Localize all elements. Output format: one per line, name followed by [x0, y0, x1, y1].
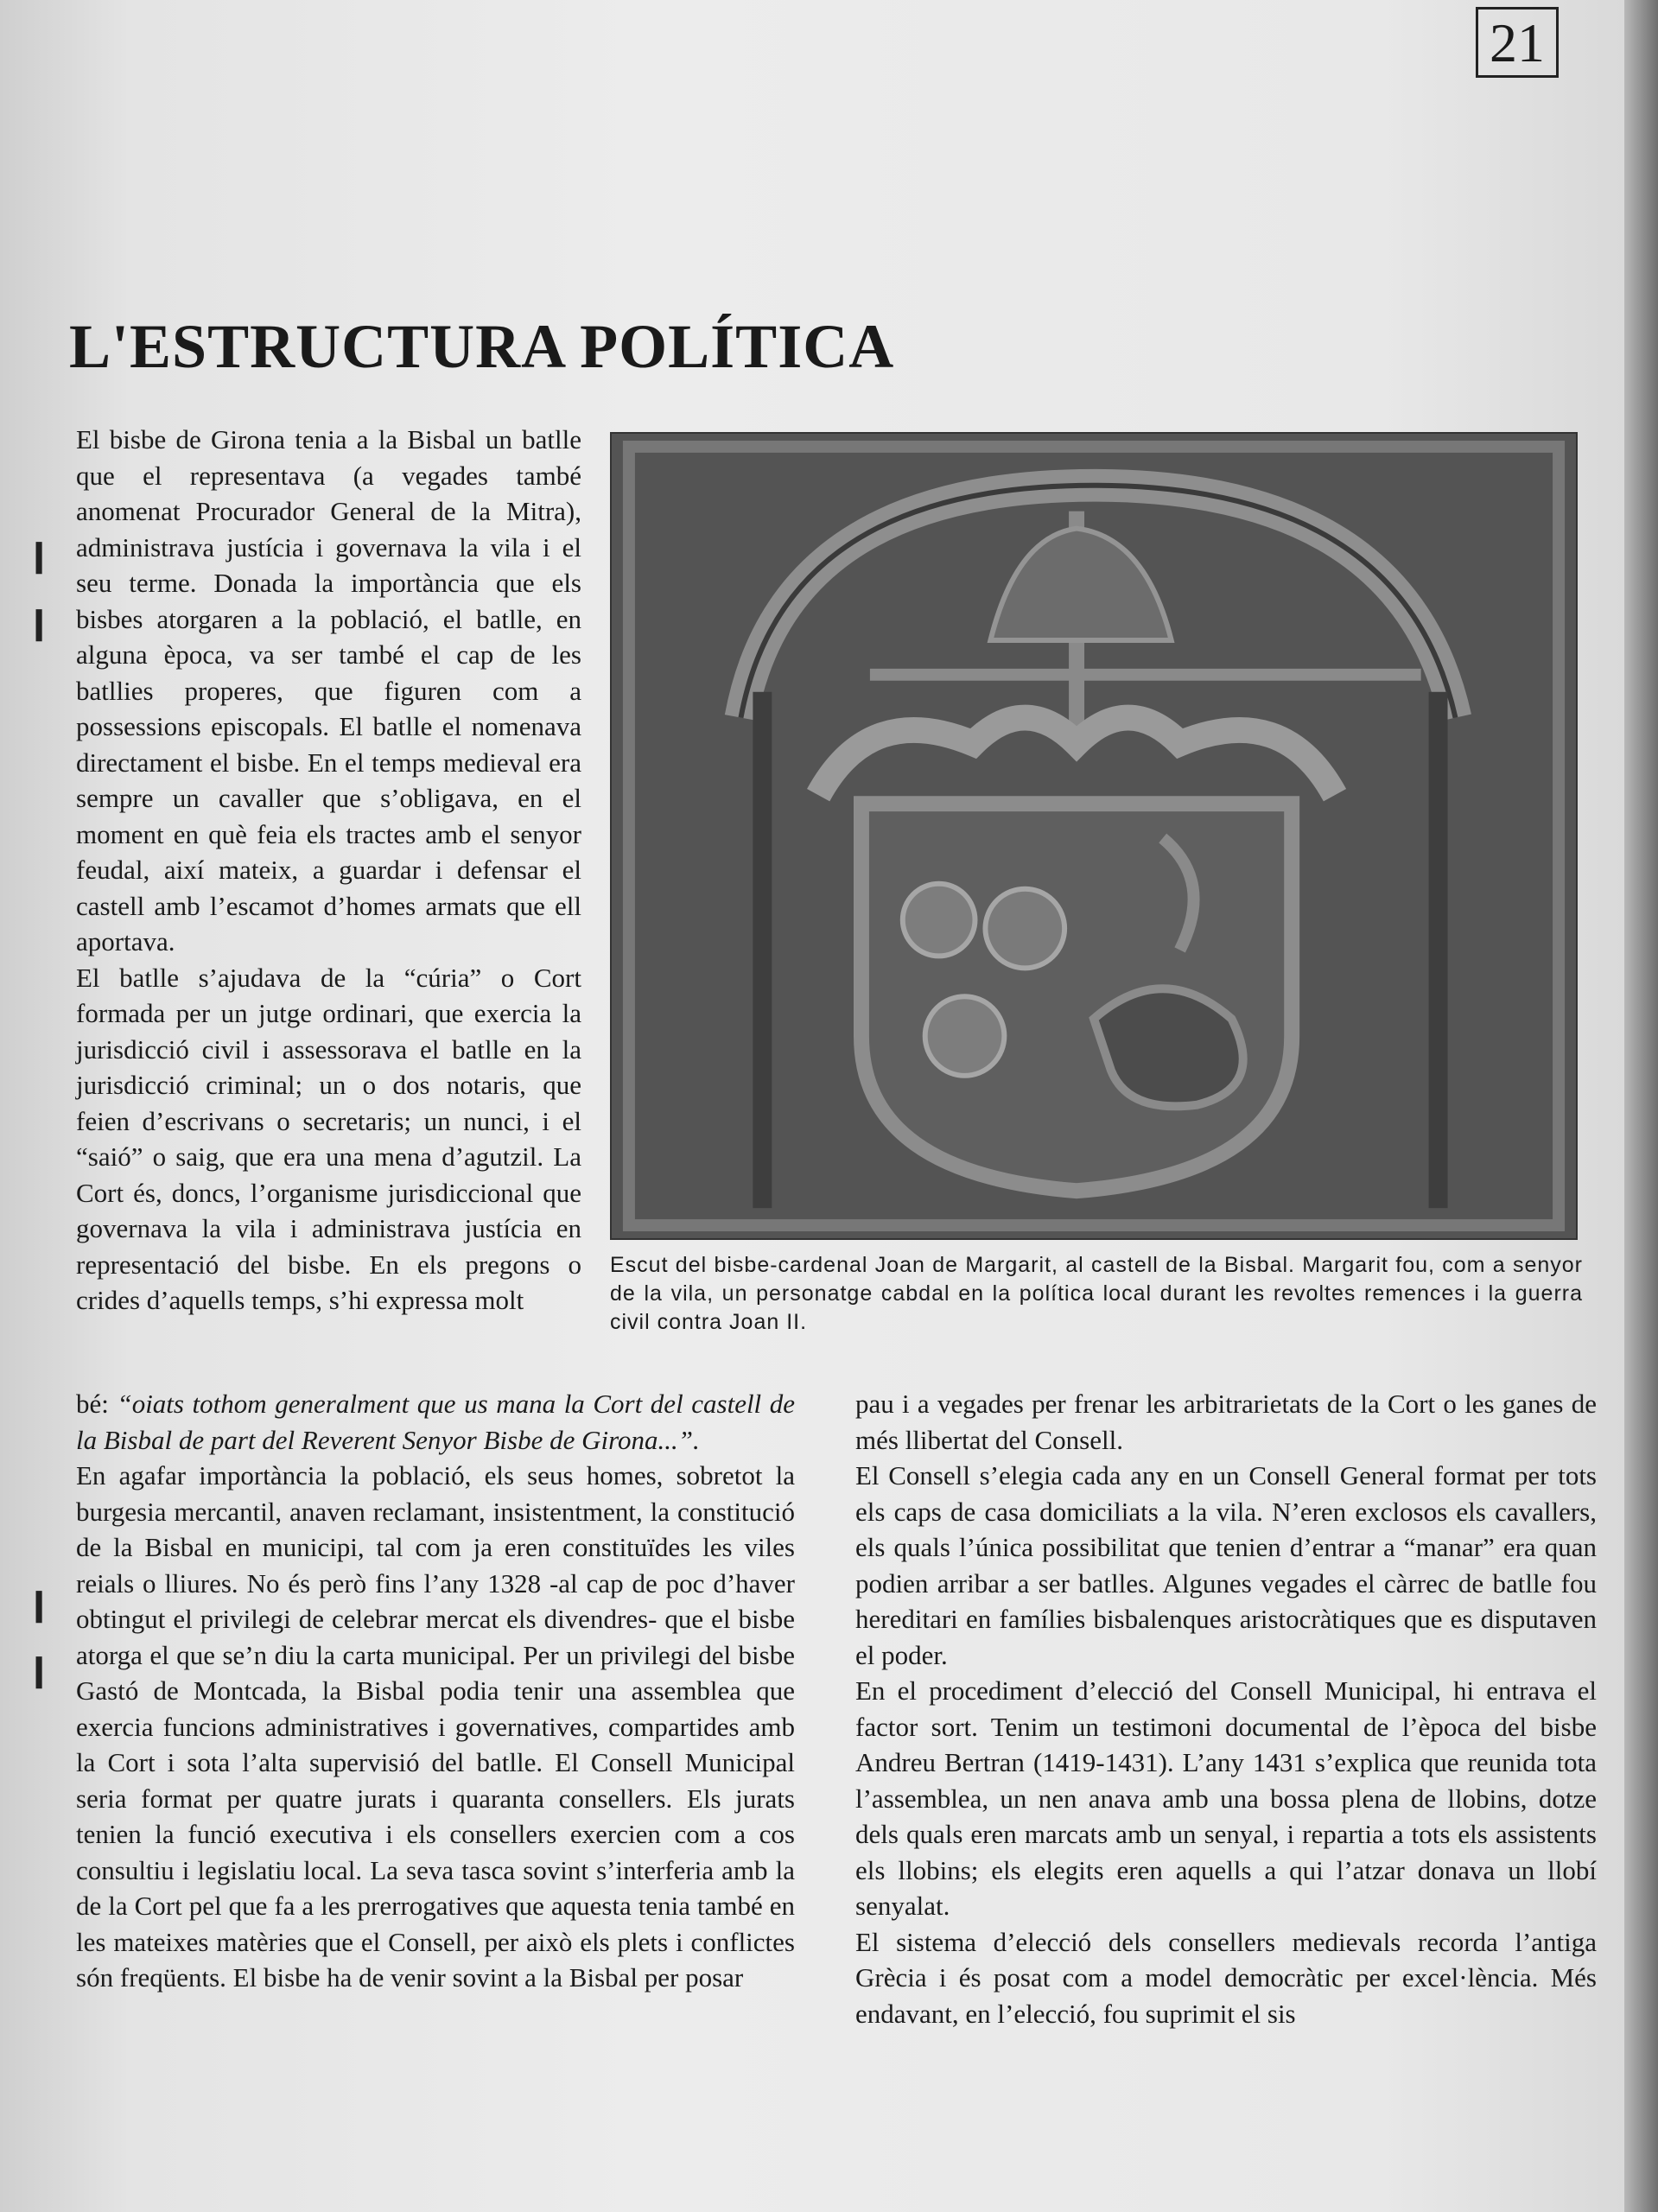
page-title: L'ESTRUCTURA POLÍTICA	[69, 312, 895, 381]
photo-caption: Escut del bisbe-cardenal Joan de Margarit, al castell de la Bisbal. Margarit fou, com a senyor de la vila, un personatge cabdal en la política local durant les revoltes remences i la guerra civil contra Joan II.	[610, 1253, 1583, 1334]
text-column-2	[76, 1386, 795, 1996]
paragraph: En el procediment d’elecció del Consell Municipal, hi entrava el factor sort. Tenim un testimoni documental de l’època del bisbe Andreu Bertran (1419-1431). L’any 1431 s’explica que reunida tota l’assemblea, un nen anava amb una bossa plena de llobins, dotze dels quals eren marcats amb un senyal, i repartia a tots els assistents els llobins; els elegits eren aquells a qui l’atzar donava un llobí senyalat.	[855, 1675, 1597, 1921]
paragraph-lead: bé:	[76, 1389, 118, 1419]
margin-mark: ❙	[26, 538, 53, 573]
coat-of-arms-relief-image	[612, 434, 1576, 1238]
page-number: 21	[1476, 7, 1559, 78]
paragraph: El sistema d’elecció dels consellers medievals recorda l’antiga Grècia i és posat com a model democràtic per excel·lència. Més endavant, en l’elecció, fou suprimit el sis	[855, 1926, 1597, 2029]
paragraph: En agafar importància la població, els seus homes, sobretot la burgesia mercantil, anaven reclamant, insistentment, la constitució de la Bisbal en municipi, tal com ja eren constituïdes les viles reials o lliures. No és però fins l’any 1328 -al cap de poc d’haver obtingut el privilegi de celebrar mercat els divendres- que el bisbe atorga el que se’n diu la carta municipal. Per un privilegi del bisbe Gastó de Montcada, la Bisbal podia tenir una assemblea que exercia funcions administratives i governatives, compartides amb la Cort i sota l’alta supervisió del batlle. El Consell Municipal seria format per quatre jurats i quaranta consellers. Els jurats tenien la funció executiva i els consellers exercien com a cos consultiu i legislatiu local. La seva tasca sovint s’interferia amb la de la Cort pel que fa a les prerrogatives que aquesta tenia també en les mateixes matèries que el Consell, per això els plets i conflictes són freqüents. El bisbe ha de venir sovint a la Bisbal per posar	[76, 1460, 795, 1993]
margin-mark: ❙	[26, 1653, 53, 1688]
text-column-3	[855, 1386, 1597, 2031]
paragraph: El Consell s’elegia cada any en un Consell General format per tots els caps de casa domiciliats a la vila. N’eren exclosos els cavallers, els quals l’única possibilitat que tenien d’entrar a “manar” era quan podien arribar a ser batlles. Algunes vegades el càrrec de batlle fou hereditari en famílies bisbalenques aristocràtiques que es disputaven el poder.	[855, 1460, 1597, 1670]
margin-mark: ❙	[26, 606, 53, 640]
text-column-1	[76, 422, 581, 1319]
paragraph	[76, 1386, 795, 1458]
coat-of-arms-photo	[610, 432, 1578, 1240]
paragraph: El batlle s’ajudava de la “cúria” o Cort formada per un jutge ordinari, que exercia la jurisdicció civil i assessorava el batlle en la jurisdicció criminal; un o dos notaris, que feien d’escrivans o secretaris; un nunci, i el “saió” o saig, que era una mena d’agutzil. La Cort és, doncs, l’organisme jurisdiccional que governava la vila i administrava justícia en representació del bisbe. En els pregons o crides d’aquells temps, s’hi expressa molt	[76, 962, 581, 1315]
book-edge	[1624, 0, 1658, 2212]
paragraph: El bisbe de Girona tenia a la Bisbal un batlle que el representava (a vegades també anomenat Procurador General de la Mitra), administrava justícia i governava la vila i el seu terme. Donada la importància que els bisbes atorgaren a la població, el batlle, en alguna època, va ser també el cap de les batllies properes, que figuren com a possessions episcopals. El batlle el nomenava directament el bisbe. En el temps medieval era sempre un cavaller que s’obligava, en el moment en què feia els tractes amb el senyor feudal, així mateix, a guardar i defensar el castell amb l’escamot d’homes armats que ell aportava.	[76, 424, 581, 957]
decree-quote: “oiats tothom generalment que us mana la Cort del castell de la Bisbal de part del Reverent Senyor Bisbe de Girona...”.	[76, 1389, 796, 1455]
paragraph: pau i a vegades per frenar les arbitrarietats de la Cort o les ganes de més llibertat del Consell.	[855, 1389, 1597, 1455]
margin-mark: ❙	[26, 1587, 53, 1622]
